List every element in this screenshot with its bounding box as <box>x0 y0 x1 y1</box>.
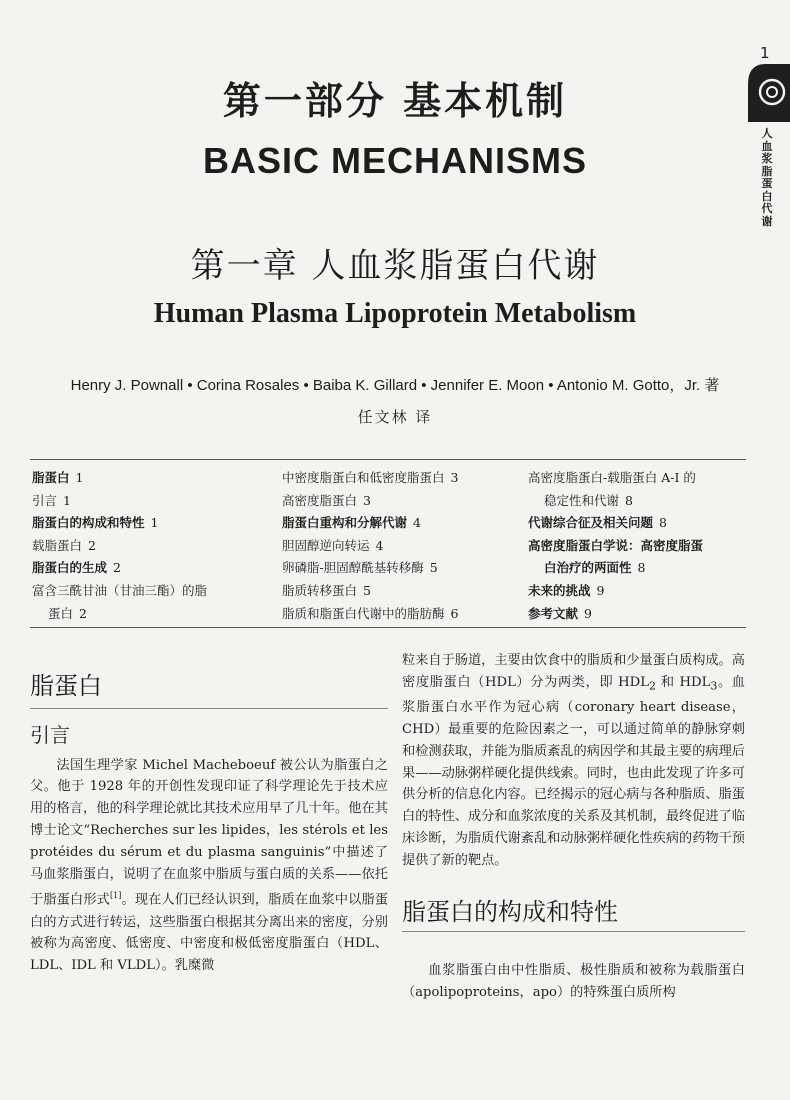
side-tab-char: 白 <box>761 189 773 203</box>
part-title: 第一部分 基本机制 <box>222 79 568 123</box>
side-tab-char: 蛋 <box>761 177 773 190</box>
toc-entry[interactable]: 卵磷脂-胆固醇酰基转移酶 5 <box>282 560 438 576</box>
chapter-title: 第一章 人血浆脂蛋白代谢 <box>190 246 600 286</box>
part-title-english: BASIC MECHANISMS <box>202 140 587 181</box>
toc-top-rule <box>30 459 746 460</box>
toc-entry[interactable]: 高密度脂蛋白 3 <box>282 492 371 508</box>
right-column <box>402 650 745 1004</box>
toc-entry[interactable]: 脂蛋白的生成 2 <box>32 560 121 576</box>
side-tab-char: 谢 <box>761 214 773 228</box>
section-heading: 脂蛋白的构成和特性 <box>402 897 618 926</box>
toc-entry[interactable]: 脂质和脂蛋白代谢中的脂肪酶 6 <box>282 605 459 621</box>
body-paragraph: 法国生理学家 Michel Macheboeuf 被公认为脂蛋白之父。他于 1928 年的开创性发现印证了科学理论先于技术应用的格言，他的科学理论就比其技术应用早了几十年。他在其博士论文“Recherches sur les lipides，les stérols et les protéides du sérum et du plasma sanguinis”中描述了马血浆脂蛋白，说明了在血浆中脂质与蛋白质的关系——依托于脂蛋白形式[1]。现在人们已经认识到，脂质在血浆中以脂蛋白的方式进行转运，这些脂蛋白根据其分离出来的密度，分别被称为高密度、低密度、中密度和极低密度脂蛋白（HDL、LDL、IDL 和 VLDL）。乳糜微 <box>30 757 389 974</box>
toc-entry[interactable]: 稳定性和代谢 8 <box>544 492 633 508</box>
toc-column-1 <box>32 467 272 625</box>
toc-column-2 <box>282 467 522 625</box>
toc-entry[interactable]: 参考文献 9 <box>528 605 592 621</box>
toc-entry[interactable]: 未来的挑战 9 <box>528 582 605 598</box>
subsection-heading: 引言 <box>30 722 70 747</box>
toc-entry[interactable]: 引言 1 <box>32 492 71 508</box>
toc-entry[interactable]: 蛋白 2 <box>48 605 87 621</box>
toc-entry[interactable]: 胆固醇逆向转运 4 <box>282 537 384 553</box>
section-heading-rule <box>30 708 388 709</box>
side-tab-char: 浆 <box>761 152 773 165</box>
translator: 任文林 译 <box>357 408 433 426</box>
toc-entry[interactable]: 富含三酰甘油（甘油三酯）的脂 <box>32 582 208 598</box>
citation-ref[interactable]: [1] <box>110 891 122 901</box>
toc-bottom-rule <box>30 627 746 628</box>
section-heading-rule <box>402 931 745 932</box>
toc-entry[interactable]: 脂蛋白的构成和特性 1 <box>32 515 159 531</box>
chapter-title-english: Human Plasma Lipoprotein Metabolism <box>153 298 637 329</box>
side-tab-char: 人 <box>761 127 773 140</box>
toc-entry[interactable]: 高密度脂蛋白学说：高密度脂蛋 <box>528 537 704 553</box>
authors: Henry J. Pownall • Corina Rosales • Baiba K. Gillard • Jennifer E. Moon • Antonio M. Gotto，Jr. 著 <box>70 377 720 394</box>
toc-entry[interactable]: 中密度脂蛋白和低密度脂蛋白 3 <box>282 470 459 485</box>
body-paragraph: 粒来自于肠道，主要由饮食中的脂质和少量蛋白质构成。高密度脂蛋白（HDL）分为两类，即 $HDL_2$ 和 $HDL_3$。血浆脂蛋白水平作为冠心病（coronary heart disease，CHD）最重要的危险因素之一，可以通过简单的静脉穿刺和检测获取，并能为脂质紊乱的病因学和其最主要的病理后果——动脉粥样硬化提供线索。同时，也由此发现了许多可供分析的信息化内容。已经揭示的冠心病与各种脂质、脂蛋白的特性、成分和血浆浓度的关系及其机制，最终促进了临床诊断，为脂质代谢紊乱和动脉粥样硬化性疾病的药物干预提供了新的靶点。 <box>402 653 745 868</box>
page-number: 1 <box>760 44 770 62</box>
toc-entry[interactable]: 脂蛋白 1 <box>32 470 84 485</box>
section-heading: 脂蛋白 <box>30 672 102 700</box>
toc-entry[interactable]: 脂蛋白重构和分解代谢 4 <box>282 515 421 531</box>
side-tab-char: 脂 <box>761 164 773 178</box>
toc-entry[interactable]: 高密度脂蛋白-载脂蛋白 A-Ⅰ 的 <box>528 470 696 485</box>
left-column <box>30 672 389 977</box>
side-tab-char: 代 <box>761 202 773 215</box>
toc-entry[interactable]: 脂质转移蛋白 5 <box>282 582 371 598</box>
toc-entry[interactable]: 白治疗的两面性 8 <box>544 560 646 576</box>
toc-entry[interactable]: 代谢综合征及相关问题 8 <box>528 515 667 531</box>
side-tab-char: 血 <box>761 139 773 153</box>
body-paragraph: 血浆脂蛋白由中性脂质、极性脂质和被称为载脂蛋白（apolipoproteins，apo）的特殊蛋白质所构 <box>402 963 745 1001</box>
toc-column-3 <box>528 467 750 625</box>
toc-entry[interactable]: 载脂蛋白 2 <box>32 537 96 553</box>
